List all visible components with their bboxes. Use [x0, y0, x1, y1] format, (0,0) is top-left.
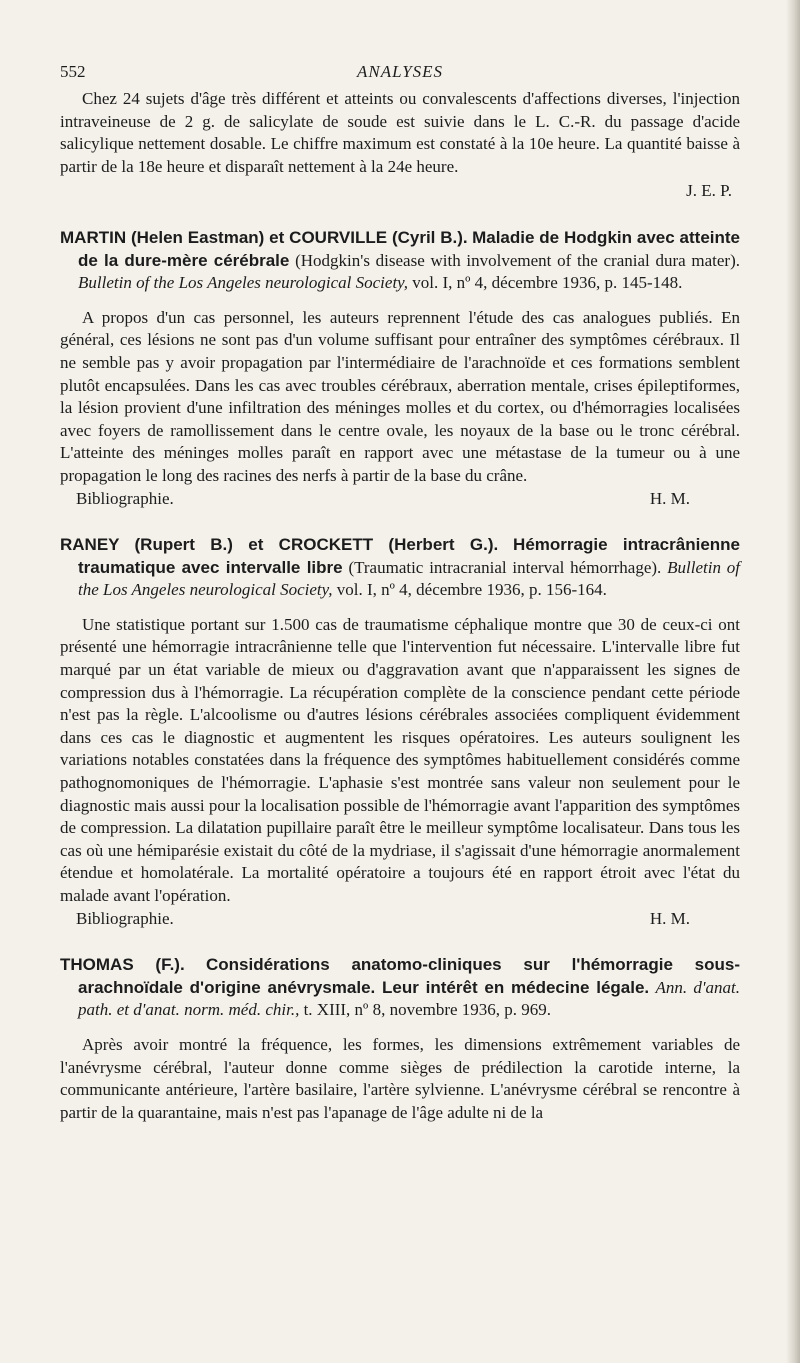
entry-heading	[60, 954, 740, 1022]
page-edge	[786, 0, 800, 1363]
entry-body: Une statistique portant sur 1.500 cas de traumatisme céphalique montre que 30 de ceux-ci ont présenté une hémorragie intracrânienne telle que l'intervention fut nécessaire. L'intervalle libre fut marqué par un état variable de mieux ou d'aggravation avant que n'apparaissent les signes de compression dus à l'hémorragie. La récupération complète de la conscience pendant cette période n'est pas la règle. L'alcoolisme ou d'autres lésions cérébrales associées compliquent évidemment dans ces cas le diagnostic et augmentent les risques opératoires. Les auteurs soulignent les variations notables constatées dans la fréquence des symptômes habituellement considérés comme pathognomoniques de l'hémorragie. L'aphasie s'est montrée sans valeur non seulement pour le diagnostic mais aussi pour la localisation possible de l'hémorragie avant l'apparition des symptômes de compression. La dilatation pupillaire paraît être le meilleur symptôme localisateur. Dans tous les cas où une hémiparésie existait du côté de la mydriase, il s'agissait d'une hémorragie anormalement étendue et homolatérale. La mortalité opératoire a toujours été en rapport étroit avec l'état du malade avant l'opération.	[60, 614, 740, 905]
entry-reference: vol. I, nº 4, décembre 1936, p. 156-164.	[336, 580, 607, 600]
abstract-entry	[60, 227, 740, 510]
entry-body: Après avoir montré la fréquence, les formes, les dimensions extrêmement variables de l'anévrysme cérébral, l'auteur donne comme sièges de prédilection la carotide interne, la communicante antérieure, l'artère basilaire, l'artère sylvienne. L'anévrysme cérébral se rencontre à partir de la quarantaine, mais n'est pas l'apanage de l'âge adulte ni de la	[60, 1034, 740, 1122]
entry-heading	[60, 534, 740, 602]
entry-reference: vol. I, nº 4, décembre 1936, p. 145-148.	[412, 273, 683, 293]
entry-body: A propos d'un cas personnel, les auteurs reprennent l'étude des cas analogues publiés. En général, ces lésions ne sont pas d'un volume suffisant pour entraîner des symptômes cérébraux. Il ne semble pas y avoir propagation par l'intermédiaire de l'arachnoïde et ces formations semblent plutôt encapsulées. Dans les cas avec troubles cérébraux, aberration mentale, crises épileptiformes, la lésion provient d'une infiltration des méninges molles et du cortex, ou d'hémorragies localisées avec foyers de ramollissement dans le centre ovale, les noyaux de la base ou le tronc cérébral. L'atteinte des méninges molles paraît en rapport avec une métastase de la tumeur ou à une propagation le long des racines des nerfs à partir de la base du crâne.	[60, 307, 740, 485]
entry-title: Maladie de Hodgkin avec atteinte de la dure-mère cérébrale	[78, 227, 741, 270]
entry-signature-line	[60, 908, 740, 931]
entry-heading	[60, 227, 740, 295]
entry-journal: Bulletin of the Los Angeles neurological Society,	[78, 557, 741, 600]
running-head	[60, 62, 740, 88]
entry-signature-line	[60, 488, 740, 511]
entry-signature: H. M.	[649, 488, 690, 508]
entry-authors: THOMAS (F.).	[60, 955, 185, 975]
running-title: ANALYSES	[356, 62, 444, 81]
intro-signature: J. E. P.	[686, 181, 732, 201]
entry-translation: (Hodgkin's disease with involvement of the cranial dura mater).	[295, 250, 740, 270]
entry-signature: H. M.	[649, 908, 690, 928]
entry-title: Hémorragie intracrânienne traumatique avec intervalle libre	[78, 535, 740, 577]
entry-reference: t. XIII, nº 8, novembre 1936, p. 969.	[303, 1000, 552, 1020]
abstract-entry	[60, 954, 740, 1124]
document-page	[60, 62, 740, 1124]
entry-journal: Bulletin of the Los Angeles neurological Society,	[78, 273, 409, 293]
entry-authors: RANEY (Rupert B.) et CROCKETT (Herbert G.).	[60, 535, 499, 555]
page-number: 552	[60, 62, 86, 81]
entry-authors: MARTIN (Helen Eastman) et COURVILLE (Cyril B.).	[60, 227, 468, 247]
entry-bibliography: Bibliographie.	[76, 488, 174, 508]
entry-journal: Ann. d'anat. path. et d'anat. norm. méd. chir.,	[78, 977, 741, 1020]
intro-paragraph: Chez 24 sujets d'âge très différent et atteints ou convalescents d'affections diverses, l'injection intraveineuse de 2 g. de salicylate de soude est suivie dans le L. C.-R. du passage d'acide salicylique nettement dosable. Le chiffre maximum est constaté à la 10e heure. La quantité baisse à partir de la 18e heure et disparaît nettement à la 24e heure.	[60, 89, 740, 176]
entry-bibliography: Bibliographie.	[76, 908, 174, 928]
abstract-entry	[60, 534, 740, 930]
entry-title: Considérations anatomo-cliniques sur l'hémorragie sous-arachnoïdale d'origine anévrysmale. Leur intérêt en médecine légale.	[78, 955, 741, 997]
entry-translation: (Traumatic intracranial interval hémorrhage).	[348, 557, 662, 577]
